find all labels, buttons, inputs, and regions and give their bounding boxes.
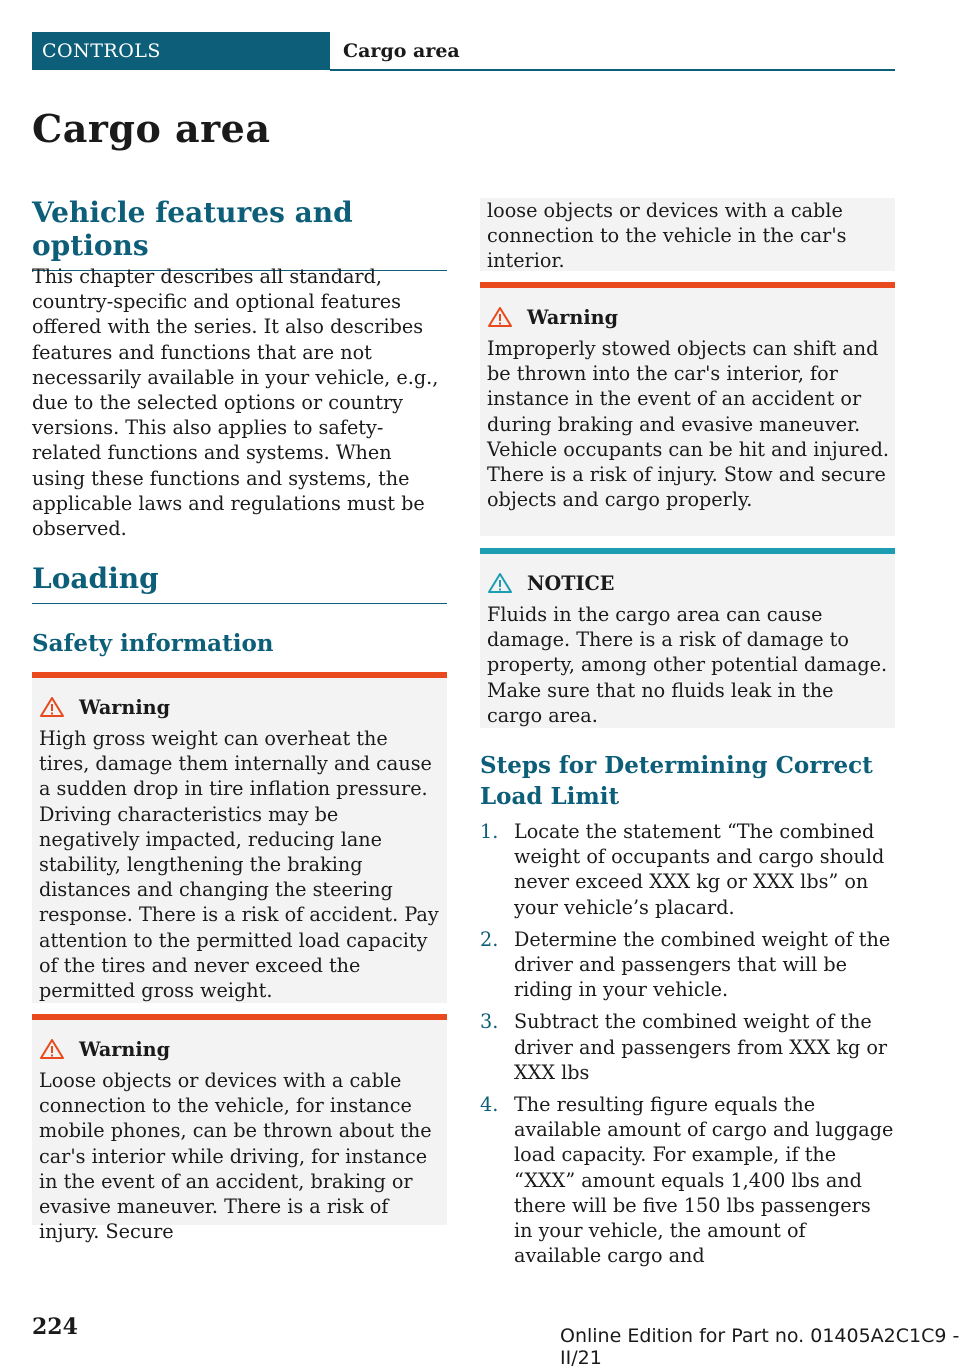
warning-label: Warning — [527, 305, 619, 329]
warning-triangle-icon — [39, 696, 65, 718]
notice-label: NOTICE — [527, 571, 615, 595]
warning-box-stowed-objects — [480, 282, 895, 536]
warning-box-continuation — [480, 198, 895, 271]
warning-triangle-icon — [39, 1038, 65, 1060]
edition-footer: Online Edition for Part no. 01405A2C1C9 - II/21 — [560, 1325, 960, 1369]
list-item — [480, 1092, 895, 1268]
list-item — [480, 819, 895, 920]
step-text: Determine the combined weight of the driver and passengers that will be riding in your vehicle. — [514, 927, 891, 1002]
warning-text: Improperly stowed objects can shift and be thrown into the car's interior, for instance in the event of an accident or during braking and evasive maneuver. Vehicle occupants can be hit and injured. There is a risk of injury. Stow and secure objects and cargo properly. — [487, 337, 889, 512]
warning-text-continued: loose objects or devices with a cable connection to the vehicle in the car's interior. — [487, 199, 847, 273]
list-item — [480, 927, 895, 1003]
header-rule — [330, 69, 895, 71]
list-item — [480, 1009, 895, 1085]
warning-box-loose-objects — [32, 1014, 447, 1244]
notice-header — [487, 570, 889, 596]
heading-vehicle-features: Vehicle features and options — [32, 196, 447, 271]
warning-box-gross-weight — [32, 672, 447, 1003]
warning-triangle-icon — [487, 306, 513, 328]
page-title: Cargo area — [32, 106, 271, 151]
step-text: The resulting figure equals the available amount of cargo and luggage load capacity. For example, if the “XXX” amount equals 1,400 lbs and there will be five 150 lbs passengers in your vehicle, the amount of available cargo and — [514, 1093, 894, 1268]
features-paragraph: This chapter describes all standard, country-specific and optional features offered with the series. It also describes features and functions that are not necessarily available in your vehicle, e.g., due to the selected options or country versions. This also applies to safety-related functions and systems. When using these functions and systems, the applicable laws and regulations must be observed. — [32, 265, 439, 541]
header-topic-label: Cargo area — [343, 40, 460, 62]
heading-steps-load-limit: Steps for Determining Correct Load Limit — [480, 752, 873, 810]
warning-label: Warning — [79, 695, 171, 719]
header-section-label: CONTROLS — [32, 32, 330, 70]
warning-header — [39, 1036, 441, 1062]
step-text: Locate the statement “The combined weight of occupants and cargo should never exceed XXX kg or XXX lbs” on your vehicle’s placard. — [514, 820, 885, 919]
warning-header — [39, 694, 441, 720]
step-text: Subtract the combined weight of the driver and passengers from XXX kg or XXX lbs — [514, 1010, 888, 1084]
notice-triangle-icon — [487, 572, 513, 594]
warning-text: High gross weight can overheat the tires, damage them internally and cause a sudden drop in tire inflation pressure. Driving characteristics may be negatively impacted, reducing lane stability, lengthening the braking distances and changing the steering response. There is a risk of accident. Pay attention to the permitted load capacity of the tires and never exceed the permitted gross weight. — [39, 727, 439, 1003]
warning-label: Warning — [79, 1037, 171, 1061]
warning-text: Loose objects or devices with a cable connection to the vehicle, for instance mobile phones, can be thrown about the car's interior while driving, for instance in the event of an accident, braking or evasive maneuver. There is a risk of injury. Secure — [39, 1069, 432, 1244]
running-header — [32, 32, 895, 72]
heading-safety-information: Safety information — [32, 630, 274, 657]
heading-loading: Loading — [32, 562, 447, 604]
notice-box-fluids — [480, 548, 895, 728]
page-number: 224 — [32, 1314, 78, 1340]
step-number: 3. — [480, 1010, 499, 1034]
step-number: 2. — [480, 927, 499, 951]
notice-text: Fluids in the cargo area can cause damage. There is a risk of damage to property, among other potential damage. Make sure that no fluids leak in the cargo area. — [487, 603, 888, 727]
step-number: 1. — [480, 820, 499, 843]
steps-list — [480, 819, 895, 1275]
warning-header — [487, 304, 889, 330]
step-number: 4. — [480, 1093, 499, 1117]
